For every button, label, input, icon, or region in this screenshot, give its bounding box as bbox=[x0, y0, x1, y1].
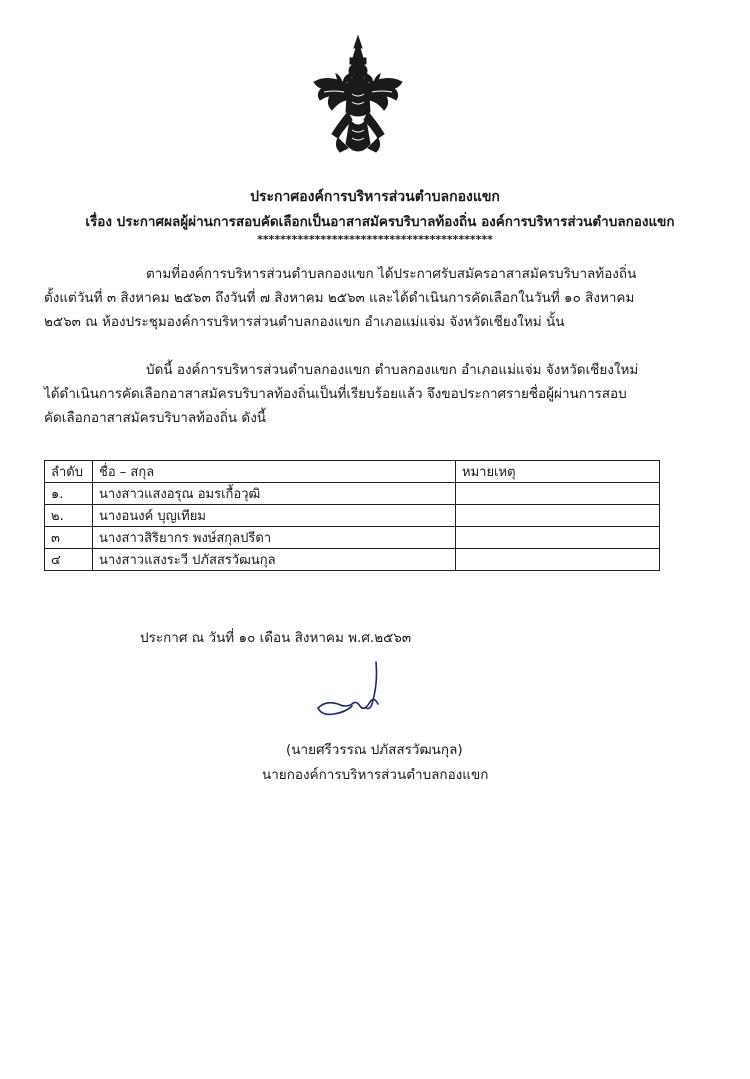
announcement-date: ประกาศ ณ วันที่ ๑๐ เดือน สิงหาคม พ.ศ.๒๕๖๓ bbox=[140, 630, 412, 646]
signer-name: (นายศรีวรรณ ปภัสสรวัฒนกุล) bbox=[286, 742, 463, 758]
paragraph-line: ตามที่องค์การบริหารส่วนตำบลกองแขก ได้ประกาศรับสมัครอาสาสมัครบริบาลท้องถิ่น bbox=[146, 266, 637, 282]
table-row bbox=[45, 549, 660, 571]
announcement-subject: เรื่อง ประกาศผลผู้ผ่านการสอบคัดเลือกเป็นอาสาสมัครบริบาลท้องถิ่น องค์การบริหารส่วนตำบลกองแขก bbox=[85, 214, 675, 230]
row-order: ๒. bbox=[45, 505, 93, 527]
paragraph-result bbox=[44, 358, 686, 430]
signer-position: นายกองค์การบริหารส่วนตำบลกองแขก bbox=[262, 767, 489, 783]
header-name: ชื่อ – สกุล bbox=[93, 461, 456, 483]
paragraph-line: ได้ดำเนินการคัดเลือกอาสาสมัครบริบาลท้องถิ่นเป็นที่เรียบร้อยแล้ว จึงขอประกาศรายชื่อผู้ผ่านการสอบ bbox=[44, 386, 627, 402]
row-order: ๔ bbox=[45, 549, 93, 571]
header-order: ลำดับ bbox=[45, 461, 93, 483]
header-note: หมายเหตุ bbox=[456, 461, 660, 483]
paragraph-line: ตั้งแต่วันที่ ๓ สิงหาคม ๒๕๖๓ ถึงวันที่ ๗ สิงหาคม ๒๕๖๓ และได้ดำเนินการคัดเลือกในวันที่ ๑๐ สิงหาคม bbox=[44, 290, 635, 306]
row-note bbox=[456, 549, 660, 571]
paragraph-line: คัดเลือกอาสาสมัครบริบาลท้องถิ่น ดังนี้ bbox=[44, 410, 267, 426]
row-order: ๓ bbox=[45, 527, 93, 549]
row-name: นางสาวแสงระวี ปภัสสรวัฒนกุล bbox=[93, 549, 456, 571]
row-note bbox=[456, 483, 660, 505]
table-row bbox=[45, 483, 660, 505]
table-row bbox=[45, 527, 660, 549]
candidate-table bbox=[44, 460, 660, 571]
paragraph-line: ๒๕๖๓ ณ ห้องประชุมองค์การบริหารส่วนตำบลกองแขก อำเภอแม่แจ่ม จังหวัดเชียงใหม่ นั้น bbox=[44, 314, 565, 330]
row-note bbox=[456, 527, 660, 549]
handwritten-signature bbox=[312, 660, 384, 722]
row-order: ๑. bbox=[45, 483, 93, 505]
announcement-title: ประกาศองค์การบริหารส่วนตำบลกองแขก bbox=[250, 189, 500, 205]
row-name: นางสาวสิริยากร พงษ์สกุลปรีดา bbox=[93, 527, 456, 549]
table-header-row bbox=[45, 461, 660, 483]
row-note bbox=[456, 505, 660, 527]
row-name: นางสาวแสงอรุณ อมรเกื้อวุฒิ bbox=[93, 483, 456, 505]
paragraph-intro bbox=[44, 262, 686, 334]
paragraph-line: บัดนี้ องค์การบริหารส่วนตำบลกองแขก ตำบลกองแขก อำเภอแม่แจ่ม จังหวัดเชียงใหม่ bbox=[146, 362, 639, 378]
table-row bbox=[45, 505, 660, 527]
separator-line: ***************************************** bbox=[257, 233, 493, 246]
garuda-emblem-icon bbox=[308, 34, 408, 162]
row-name: นางอนงค์ บุญเทียม bbox=[93, 505, 456, 527]
